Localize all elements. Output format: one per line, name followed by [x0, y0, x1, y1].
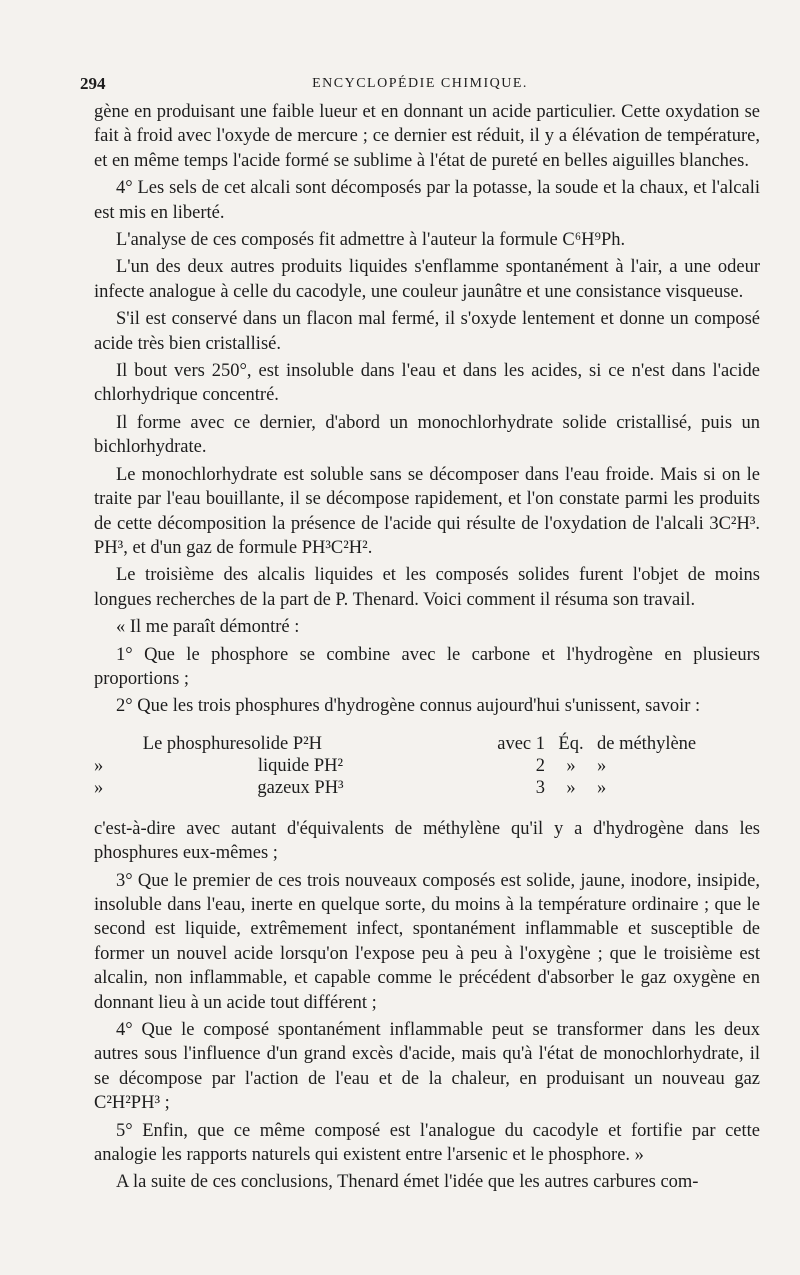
- running-title: ENCYCLOPÉDIE CHIMIQUE.: [312, 76, 528, 91]
- table-cell: »: [94, 755, 104, 776]
- table-row: [94, 755, 760, 777]
- phosphure-table: [94, 733, 760, 799]
- table-cell: Le phosphure: [142, 733, 244, 754]
- table-cell: »: [566, 777, 576, 798]
- table-row: [94, 777, 760, 799]
- table-cell: liquide PH²: [257, 755, 344, 776]
- paragraph: Il forme avec ce dernier, d'abord un monochlorhydrate solide cristallisé, puis un bichlorhydrate.: [94, 412, 760, 458]
- table-cell: Éq.: [558, 733, 584, 754]
- table-cell: solide P²H: [244, 733, 323, 754]
- paragraph: « Il me paraît démontré :: [116, 617, 300, 638]
- paragraph: Il bout vers 250°, est insoluble dans l'eau et dans les acides, si ce n'est dans l'acide chlorhydrique concentré.: [94, 361, 760, 406]
- paragraph: Le monochlorhydrate est soluble sans se décomposer dans l'eau froide. Mais si on le traite par l'eau bouillante, il se décompose rapidement, et l'on constate parmi les produits de cette décomposition la présence de l'acide qui résulte de l'oxydation de l'alcali 3C²H³. PH³, et d'un gaz de formule PH³C²H².: [94, 464, 760, 558]
- table-cell: »: [566, 755, 576, 776]
- paragraph: 4° Les sels de cet alcali sont décomposés par la potasse, la soude et la chaux, et l'alcali est mis en liberté.: [94, 178, 760, 223]
- text-body: [94, 100, 760, 1198]
- table-cell: »: [597, 755, 607, 776]
- paragraphs-after-table: [94, 817, 760, 1195]
- page-header: [80, 74, 760, 94]
- page-number: 294: [80, 74, 106, 93]
- paragraph: A la suite de ces conclusions, Thenard émet l'idée que les autres carbures com-: [116, 1172, 699, 1193]
- paragraph: 1° Que le phosphore se combine avec le carbone et l'hydrogène en plusieurs proportions ;: [94, 644, 760, 689]
- paragraph: 2° Que les trois phosphures d'hydrogène connus aujourd'hui s'unissent, savoir :: [116, 696, 701, 717]
- paragraph: 3° Que le premier de ces trois nouveaux composés est solide, jaune, inodore, insipide, insoluble dans l'eau, inerte en quelque sorte, du moins à la température ordinaire ; que le second est liquide, extrêmement infect, spontanément inflammable et susceptible de former un nouvel acide lorsqu'on l'expose peu à peu à l'oxygène ; que le troisième est alcalin, non inflammable, et capable comme le précédent d'absorber le gaz oxygène en donnant lieu à un acide tout différent ;: [94, 870, 760, 1013]
- table-cell: »: [94, 777, 104, 798]
- paragraph: 4° Que le composé spontanément inflammable peut se transformer dans les deux autres sous l'influence d'un grand excès d'acide, mais qu'à l'état de monochlorhydrate, il se décompose par l'action de l'eau et de la chaleur, en produisant un nouveau gaz C²H²PH³ ;: [94, 1020, 760, 1114]
- paragraphs-before-table: [94, 100, 760, 719]
- paragraph: L'analyse de ces composés fit admettre à l'auteur la formule C⁶H⁹Ph.: [116, 230, 626, 251]
- table-cell: 2: [535, 755, 545, 776]
- table-row: [94, 733, 760, 755]
- paragraph: 5° Enfin, que ce même composé est l'analogue du cacodyle et fortifie par cette analogie les rapports naturels qui existent entre l'arsenic et le phosphore. »: [94, 1120, 760, 1166]
- table-cell: »: [597, 777, 607, 798]
- paragraph: Le troisième des alcalis liquides et les composés solides furent l'objet de moins longues recherches de la part de P. Thenard. Voici comment il résuma son travail.: [94, 565, 760, 610]
- table-cell: avec 1: [497, 733, 545, 754]
- paragraph: c'est-à-dire avec autant d'équivalents de méthylène qu'il y a d'hydrogène dans les phosphures eux-mêmes ;: [94, 818, 760, 864]
- paragraph: S'il est conservé dans un flacon mal fermé, il s'oxyde lentement et donne un composé acide très bien cristallisé.: [94, 309, 760, 354]
- table-cell: 3: [535, 777, 545, 798]
- table-cell: de méthylène: [597, 733, 697, 754]
- paragraph: L'un des deux autres produits liquides s'enflamme spontanément à l'air, a une odeur infecte analogue à celle du cacodyle, une couleur jaunâtre et une consistance visqueuse.: [94, 257, 760, 302]
- table-cell: gazeux PH³: [257, 777, 344, 798]
- paragraph: gène en produisant une faible lueur et en donnant un acide particulier. Cette oxydation se fait à froid avec l'oxyde de mercure ; ce dernier est réduit, il y a élévation de température, et en même temps l'acide formé se sublime à l'état de pureté en belles aiguilles blanches.: [94, 102, 760, 171]
